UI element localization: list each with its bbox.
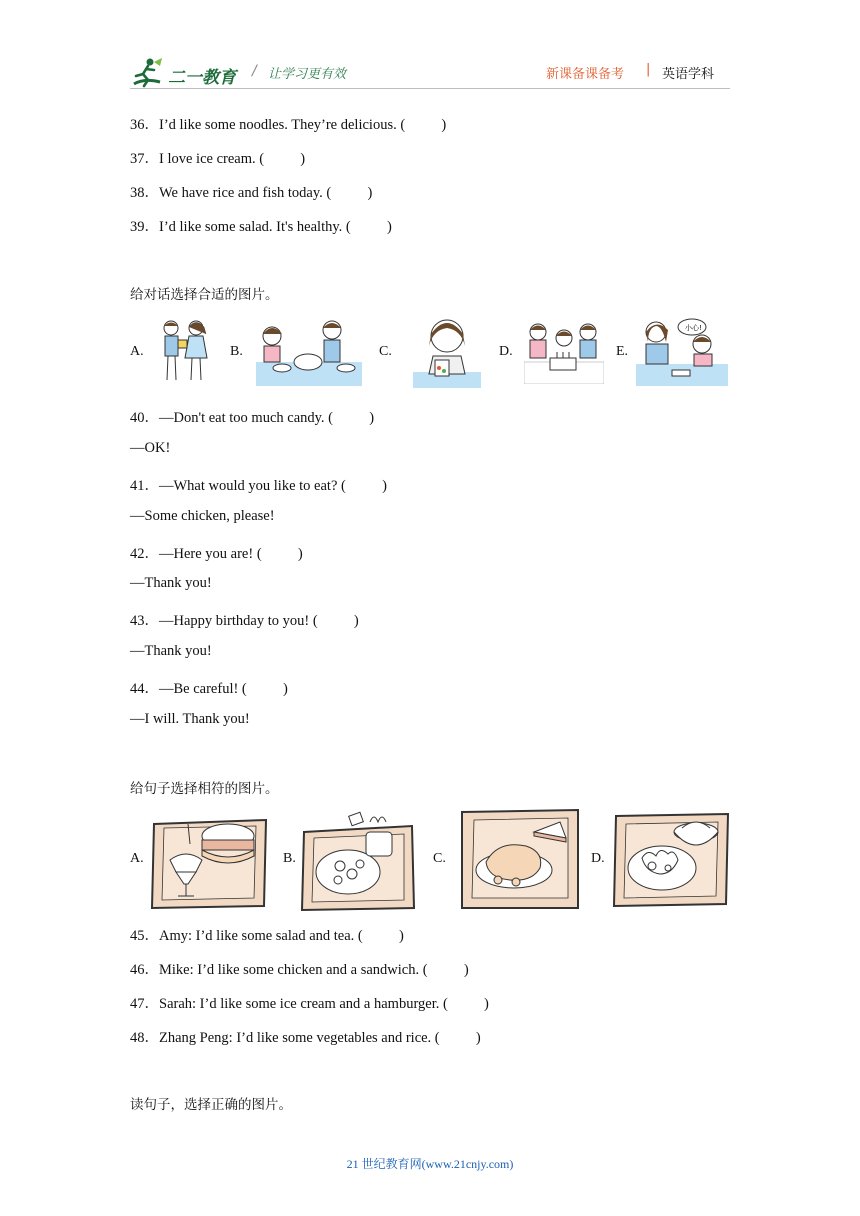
option-label-c: C. [379, 344, 392, 359]
option-label-a: A. [130, 344, 144, 359]
option-label-a2: A. [130, 851, 144, 866]
answer-42: —Thank you! [130, 575, 212, 591]
header-separator: | [646, 62, 651, 77]
option-label-c2: C. [433, 851, 446, 866]
answer-40: —OK! [130, 440, 171, 456]
question-39: 39．I’d like some salad. It's healthy. ( ) [130, 219, 392, 235]
answer-41: —Some chicken, please! [130, 508, 275, 524]
question-41: 41．—What would you like to eat? ( ) [130, 478, 387, 494]
question-48: 48．Zhang Peng: I’d like some vegetables and rice. ( ) [130, 1030, 481, 1046]
answer-43: —Thank you! [130, 643, 212, 659]
option-label-e: E. [616, 344, 629, 359]
picture-family-dinner [256, 318, 362, 386]
logo-text: 二一教育 [168, 68, 236, 88]
question-45: 45．Amy: I’d like some salad and tea. ( ) [130, 928, 404, 944]
picture-girl-with-candy-jar [413, 316, 481, 388]
section-title-sentences: 给句子选择相符的图片。 [130, 781, 279, 797]
answer-44: —I will. Thank you! [130, 711, 250, 727]
option-label-b2: B. [283, 851, 296, 866]
picture-tray-chicken-sandwich [460, 808, 580, 910]
picture-tray-vegetables-rice [612, 808, 730, 908]
section-title-dialogue: 给对话选择合适的图片。 [130, 287, 279, 303]
picture-mother-warns-girl [636, 318, 728, 386]
header-slogan: 让学习更有效 [268, 67, 347, 82]
question-46: 46．Mike: I’d like some chicken and a sandwich. ( ) [130, 962, 469, 978]
question-36: 36．I’d like some noodles. They’re delicious. ( ) [130, 117, 447, 133]
question-44: 44．—Be careful! ( ) [130, 681, 288, 697]
picture-birthday-cake [524, 318, 604, 384]
option-label-d2: D. [591, 851, 605, 866]
logo-runner-icon [130, 56, 164, 88]
footer-source: 21 世纪教育网(www.21cnjy.com) [346, 1157, 514, 1171]
picture-tray-salad-tea [300, 808, 416, 912]
option-label-b: B. [230, 344, 243, 359]
option-label-d: D. [499, 344, 513, 359]
question-37: 37．I love ice cream. ( ) [130, 151, 306, 167]
header-course-label: 新课备课备考 [546, 67, 625, 82]
question-47: 47．Sarah: I’d like some ice cream and a hamburger. ( ) [130, 996, 489, 1012]
section-title-read: 读句子，选择正确的图片。 [130, 1097, 292, 1113]
question-40: 40．—Don't eat too much candy. ( ) [130, 410, 375, 426]
header-subject-label: 英语学科 [662, 67, 715, 82]
question-42: 42．—Here you are! ( ) [130, 546, 303, 562]
question-38: 38．We have rice and fish today. ( ) [130, 185, 373, 201]
header-rule [130, 88, 730, 89]
picture-children-exchange-gift [154, 318, 214, 386]
picture-tray-icecream-hamburger [150, 814, 270, 910]
header-divider: / [252, 63, 257, 79]
question-43: 43．—Happy birthday to you! ( ) [130, 613, 359, 629]
speech-bubble-text: 小心! [685, 324, 702, 332]
